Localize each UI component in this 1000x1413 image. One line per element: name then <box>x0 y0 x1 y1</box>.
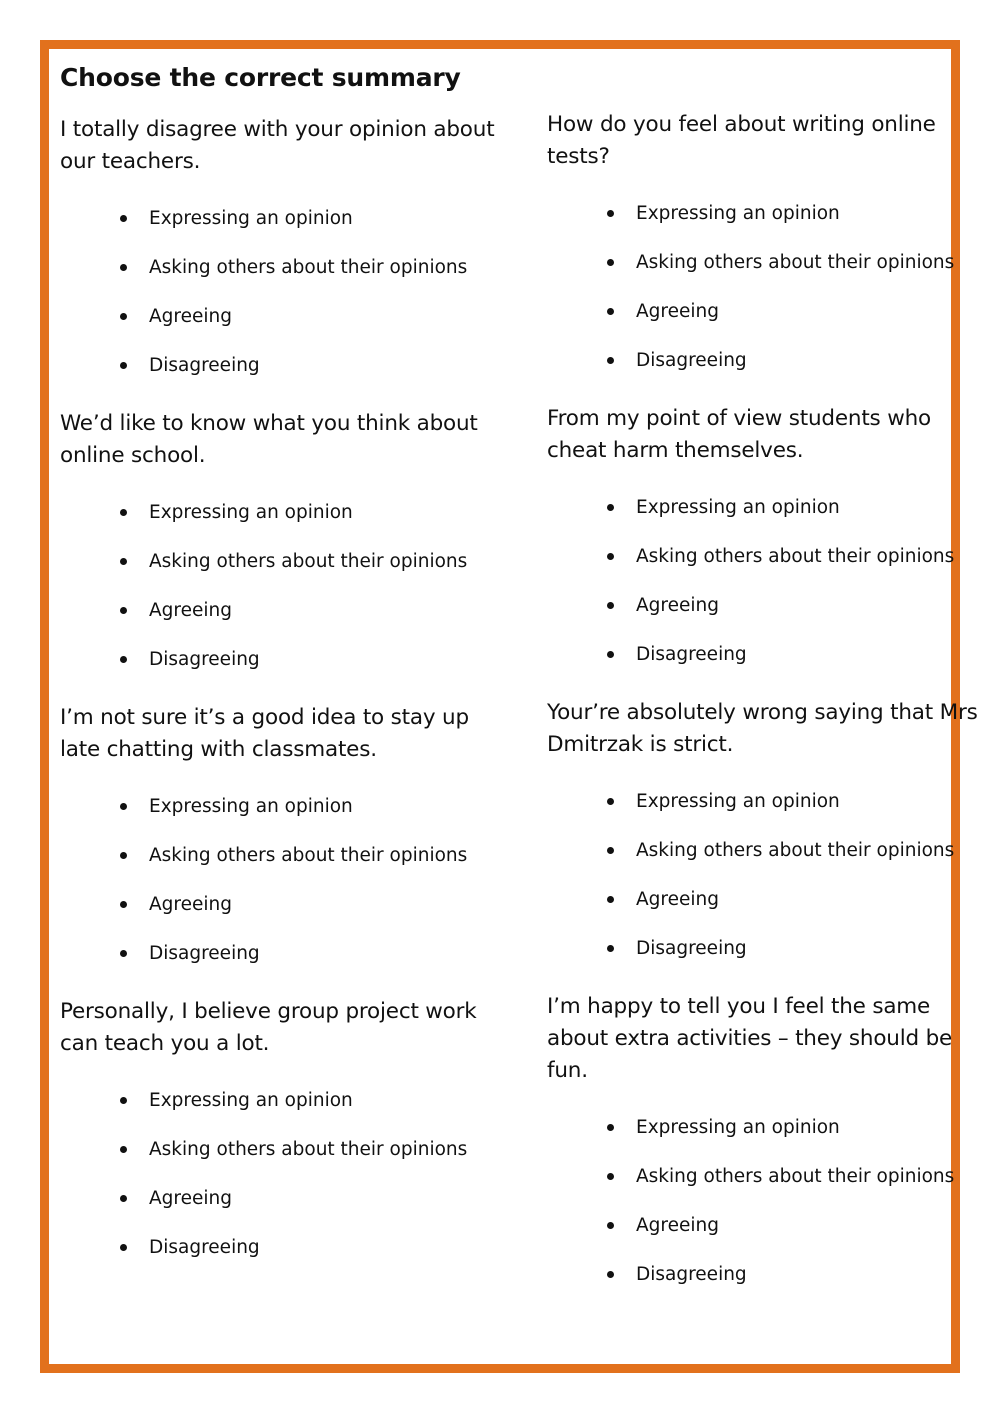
option-label: Agreeing <box>636 889 719 910</box>
option-disagreeing[interactable] <box>60 929 500 978</box>
option-label: Expressing an opinion <box>636 497 840 518</box>
bullet-icon <box>607 896 614 903</box>
option-label: Disagreeing <box>149 355 260 376</box>
bullet-icon <box>607 1173 614 1180</box>
question-block <box>547 403 987 679</box>
option-agreeing[interactable] <box>547 287 987 336</box>
option-asking-opinions[interactable] <box>60 831 500 880</box>
option-label: Asking others about their opinions <box>636 546 955 567</box>
bullet-icon <box>120 607 127 614</box>
question-block <box>60 702 500 978</box>
answer-options <box>547 1103 987 1299</box>
option-label: Agreeing <box>149 894 232 915</box>
option-expressing-opinion[interactable] <box>547 483 987 532</box>
question-block <box>60 114 500 390</box>
bullet-icon <box>120 803 127 810</box>
option-label: Agreeing <box>636 1215 719 1236</box>
answer-options <box>547 777 987 973</box>
bullet-icon <box>120 215 127 222</box>
option-disagreeing[interactable] <box>547 1250 987 1299</box>
answer-options <box>60 488 500 684</box>
option-expressing-opinion[interactable] <box>547 1103 987 1152</box>
bullet-icon <box>607 308 614 315</box>
answer-options <box>547 483 987 679</box>
bullet-icon <box>120 313 127 320</box>
option-label: Asking others about their opinions <box>149 257 468 278</box>
bullet-icon <box>607 1124 614 1131</box>
bullet-icon <box>120 656 127 663</box>
bullet-icon <box>607 602 614 609</box>
option-asking-opinions[interactable] <box>547 532 987 581</box>
option-disagreeing[interactable] <box>547 630 987 679</box>
option-disagreeing[interactable] <box>547 924 987 973</box>
question-block <box>60 408 500 684</box>
bullet-icon <box>120 1097 127 1104</box>
question-text: I totally disagree with your opinion about our teachers. <box>60 117 495 174</box>
option-label: Disagreeing <box>636 1264 747 1285</box>
option-label: Asking others about their opinions <box>636 840 955 861</box>
bullet-icon <box>607 210 614 217</box>
bullet-icon <box>120 852 127 859</box>
bullet-icon <box>607 945 614 952</box>
question-text: I’m happy to tell you I feel the same about extra activities – they should be fun. <box>547 994 953 1083</box>
option-expressing-opinion[interactable] <box>547 189 987 238</box>
option-label: Agreeing <box>636 595 719 616</box>
option-label: Asking others about their opinions <box>149 845 468 866</box>
bullet-icon <box>120 950 127 957</box>
option-asking-opinions[interactable] <box>60 1125 500 1174</box>
question-block <box>547 991 987 1299</box>
question-text: Your’re absolutely wrong saying that Mrs Dmitrzak is strict. <box>547 700 978 757</box>
option-expressing-opinion[interactable] <box>547 777 987 826</box>
option-label: Expressing an opinion <box>149 796 353 817</box>
worksheet-title: Choose the correct summary <box>60 63 461 92</box>
option-expressing-opinion[interactable] <box>60 1076 500 1125</box>
option-asking-opinions[interactable] <box>547 826 987 875</box>
option-label: Disagreeing <box>149 1237 260 1258</box>
option-label: Disagreeing <box>149 649 260 670</box>
question-text: We’d like to know what you think about online school. <box>60 411 478 468</box>
option-label: Agreeing <box>636 301 719 322</box>
bullet-icon <box>120 509 127 516</box>
option-asking-opinions[interactable] <box>547 238 987 287</box>
option-disagreeing[interactable] <box>547 336 987 385</box>
bullet-icon <box>607 357 614 364</box>
option-expressing-opinion[interactable] <box>60 782 500 831</box>
option-asking-opinions[interactable] <box>547 1152 987 1201</box>
option-label: Asking others about their opinions <box>149 1139 468 1160</box>
option-agreeing[interactable] <box>60 292 500 341</box>
question-text: Personally, I believe group project work can teach you a lot. <box>60 999 477 1056</box>
answer-options <box>547 189 987 385</box>
bullet-icon <box>120 1146 127 1153</box>
option-agreeing[interactable] <box>60 1174 500 1223</box>
bullet-icon <box>607 259 614 266</box>
option-label: Disagreeing <box>636 938 747 959</box>
option-agreeing[interactable] <box>547 875 987 924</box>
bullet-icon <box>120 1195 127 1202</box>
option-agreeing[interactable] <box>547 581 987 630</box>
bullet-icon <box>120 1244 127 1251</box>
option-label: Agreeing <box>149 1188 232 1209</box>
question-text: From my point of view students who cheat harm themselves. <box>547 406 931 463</box>
question-block <box>547 109 987 385</box>
option-disagreeing[interactable] <box>60 635 500 684</box>
bullet-icon <box>120 264 127 271</box>
option-label: Expressing an opinion <box>149 502 353 523</box>
option-label: Disagreeing <box>636 644 747 665</box>
option-expressing-opinion[interactable] <box>60 488 500 537</box>
question-text: How do you feel about writing online tests? <box>547 112 936 169</box>
option-label: Disagreeing <box>149 943 260 964</box>
bullet-icon <box>607 651 614 658</box>
option-label: Asking others about their opinions <box>636 1166 955 1187</box>
bullet-icon <box>120 901 127 908</box>
question-block <box>547 697 987 973</box>
option-disagreeing[interactable] <box>60 341 500 390</box>
bullet-icon <box>607 504 614 511</box>
option-expressing-opinion[interactable] <box>60 194 500 243</box>
bullet-icon <box>607 798 614 805</box>
option-label: Disagreeing <box>636 350 747 371</box>
question-block <box>60 996 500 1272</box>
bullet-icon <box>607 553 614 560</box>
option-label: Expressing an opinion <box>149 208 353 229</box>
answer-options <box>60 782 500 978</box>
option-label: Expressing an opinion <box>636 203 840 224</box>
option-label: Agreeing <box>149 600 232 621</box>
option-asking-opinions[interactable] <box>60 537 500 586</box>
option-agreeing[interactable] <box>60 586 500 635</box>
bullet-icon <box>607 1271 614 1278</box>
option-label: Asking others about their opinions <box>636 252 955 273</box>
option-label: Expressing an opinion <box>636 1117 840 1138</box>
option-label: Expressing an opinion <box>636 791 840 812</box>
option-asking-opinions[interactable] <box>60 243 500 292</box>
bullet-icon <box>607 847 614 854</box>
question-text: I’m not sure it’s a good idea to stay up late chatting with classmates. <box>60 705 469 762</box>
bullet-icon <box>607 1222 614 1229</box>
option-agreeing[interactable] <box>547 1201 987 1250</box>
option-agreeing[interactable] <box>60 880 500 929</box>
option-label: Expressing an opinion <box>149 1090 353 1111</box>
bullet-icon <box>120 558 127 565</box>
option-disagreeing[interactable] <box>60 1223 500 1272</box>
option-label: Asking others about their opinions <box>149 551 468 572</box>
bullet-icon <box>120 362 127 369</box>
answer-options <box>60 1076 500 1272</box>
answer-options <box>60 194 500 390</box>
option-label: Agreeing <box>149 306 232 327</box>
